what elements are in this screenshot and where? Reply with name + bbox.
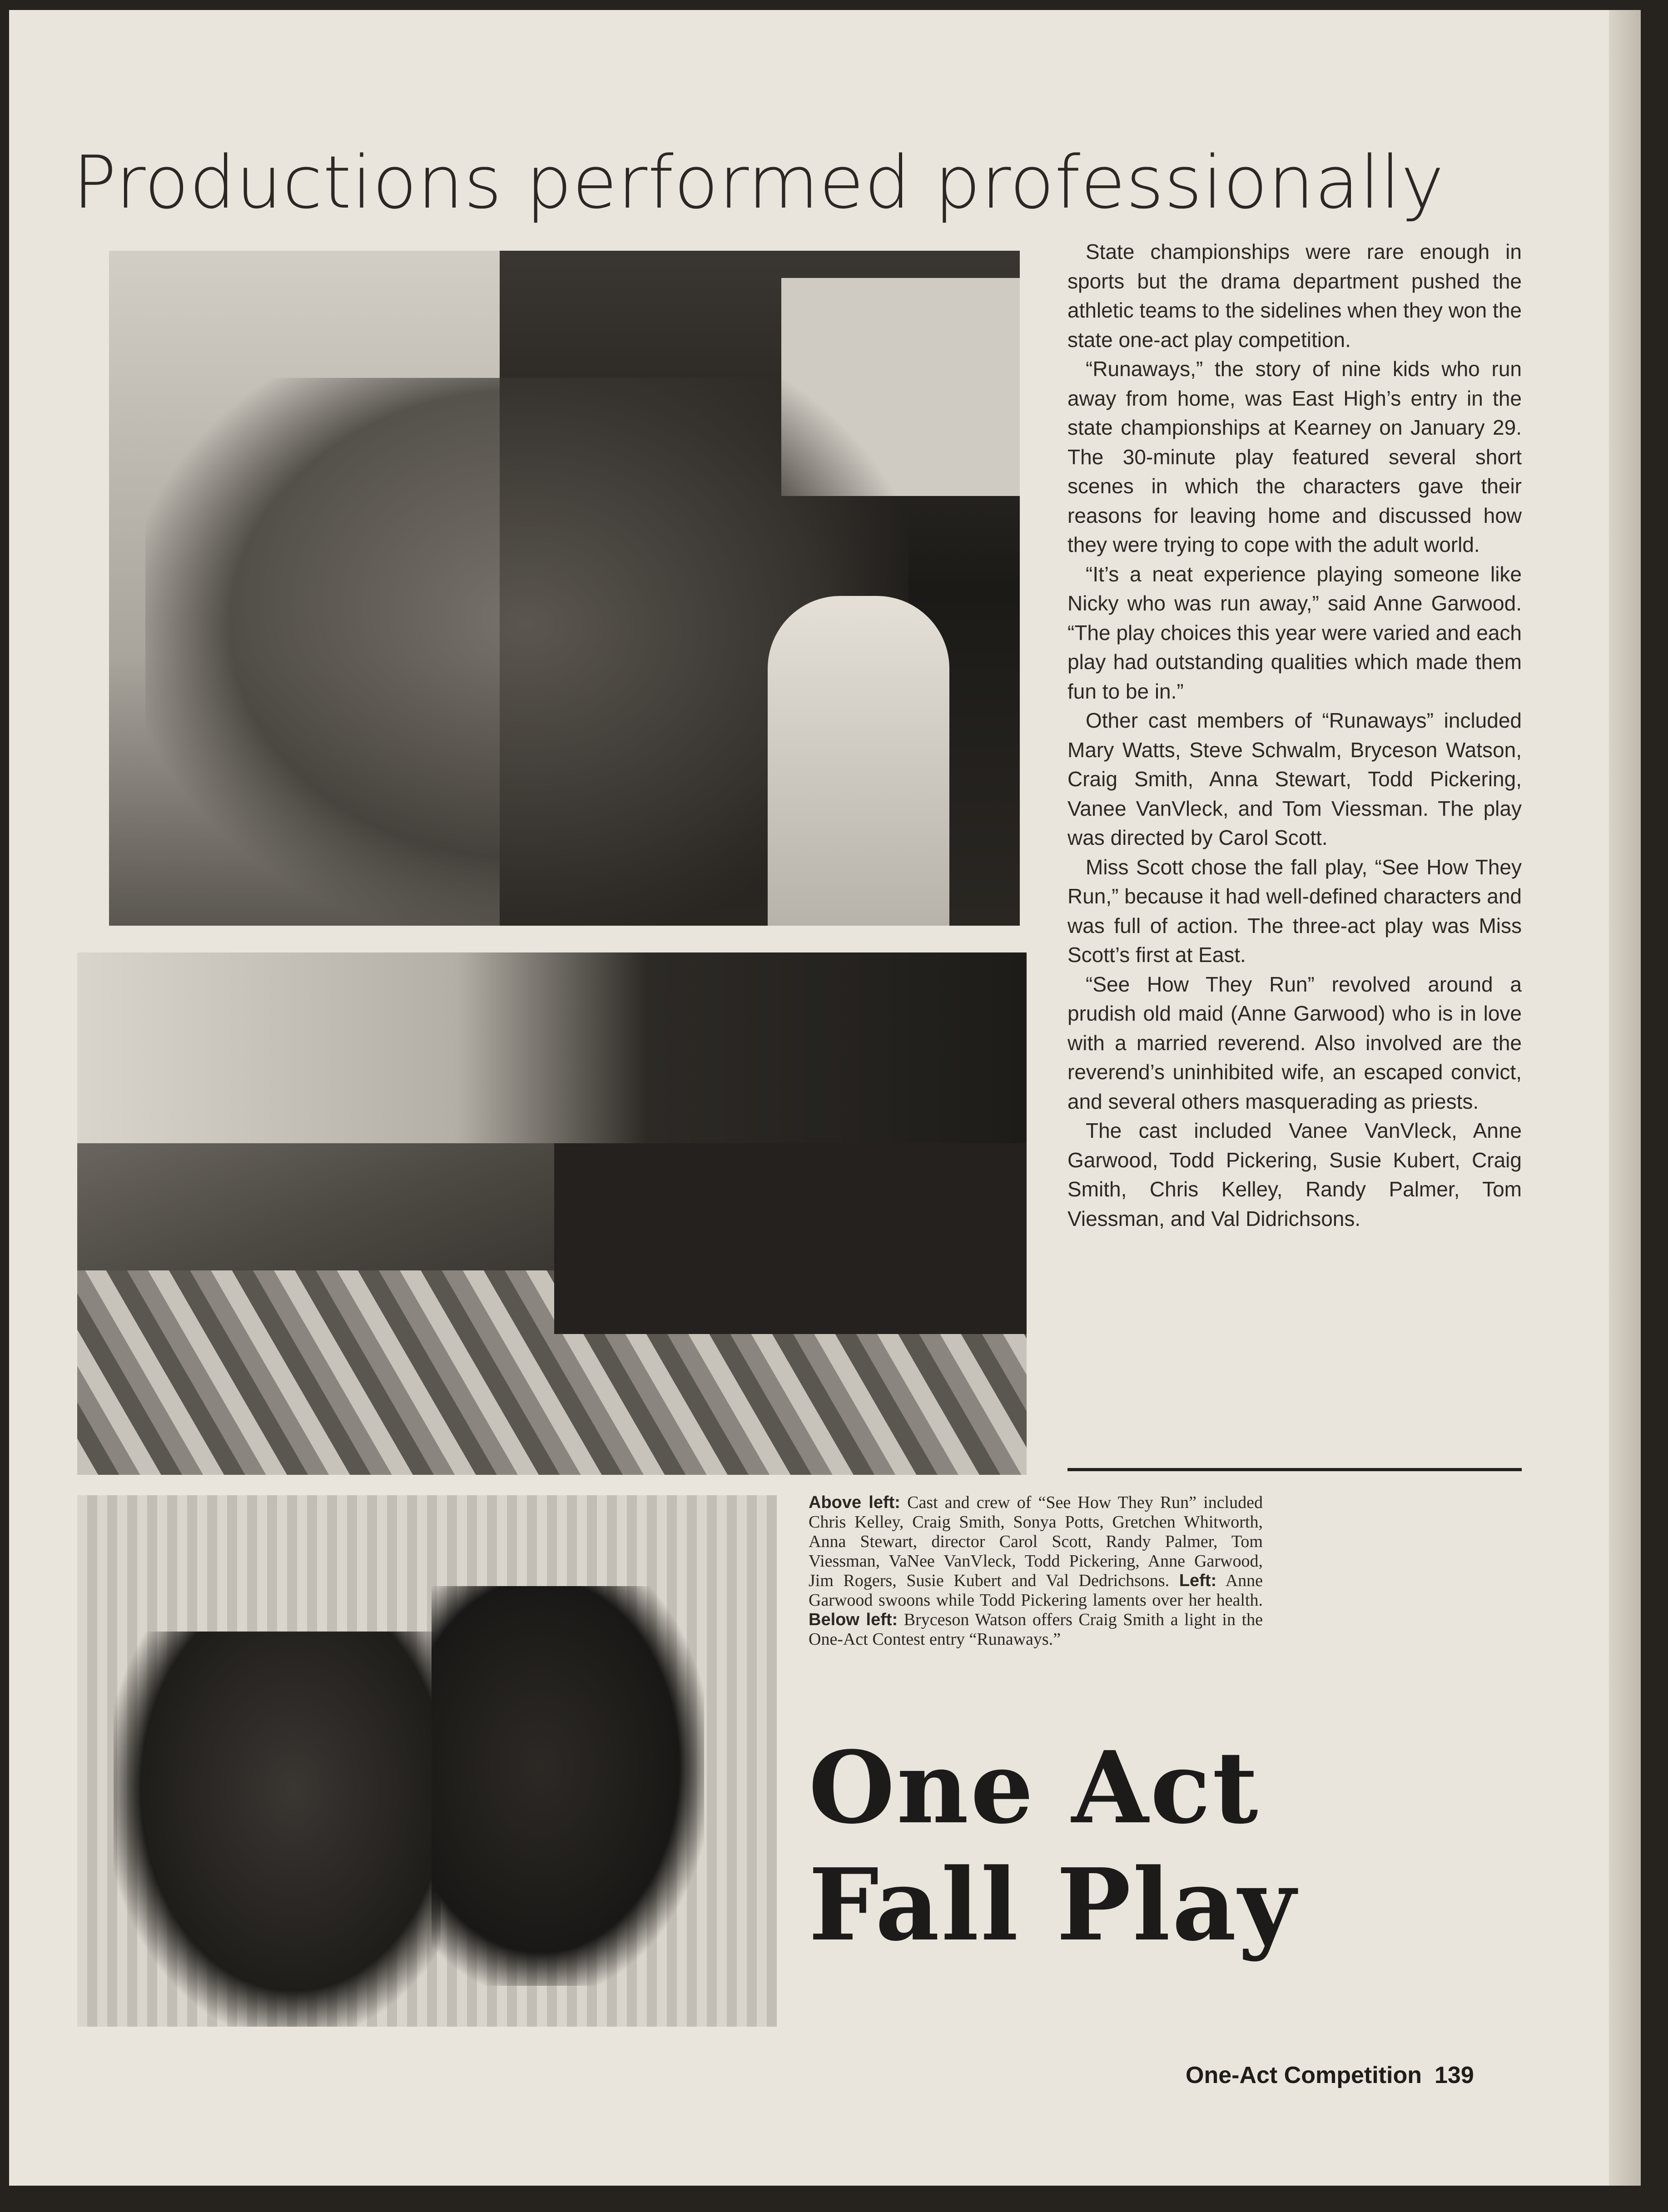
article-paragraph: State championships were rare enough in sports but the drama department pushed the athletic teams to the sidelines when they won the state one-act play competition. <box>1067 240 1522 352</box>
article-paragraph: “Runaways,” the story of nine kids who run away from home, was East High’s entry in the state championships at Kearney on January 29. The 30-minute play featured several short scenes in which the characters gave their reasons for leaving home and discussed how they were trying to cope with the adult world. <box>1067 357 1522 556</box>
page-footer <box>1186 2062 1474 2089</box>
photo-captions <box>809 1493 1263 1649</box>
article-paragraph: Other cast members of “Runaways” included Mary Watts, Steve Schwalm, Bryceson Watson, Craig Smith, Anna Stewart, Todd Pickering, Vanee VanVleck, and Tom Viessman. The play was directed by Carol Scott. <box>1067 709 1522 849</box>
caption-text-left: Anne Garwood swoons while Todd Pickering laments over her health. <box>809 1571 1263 1610</box>
caption-label-below-left: Below left: <box>809 1610 898 1629</box>
footer-section-name: One-Act Competition <box>1186 2062 1422 2088</box>
article-paragraph: Miss Scott chose the fall play, “See How They Run,” because it had well-defined characters and was full of action. The three-act play was Miss Scott’s first at East. <box>1067 855 1522 967</box>
section-title-line-1: One Act <box>809 1730 1260 1846</box>
article-paragraph: “It’s a neat experience playing someone like Nicky who was run away,” said Anne Garwood. “The play choices this year were varied and each play had outstanding qualities which made them fun to be in.” <box>1067 562 1522 703</box>
caption-label-above-left: Above left: <box>809 1493 900 1512</box>
article-body <box>1067 237 1522 1233</box>
caption-text-above-left: Cast and crew of “See How They Run” included Chris Kelley, Craig Smith, Sonya Potts, Gretchen Whitworth, Anna Stewart, director Carol Scott, Randy Palmer, Tom Viessman, VaNee VanVleck, Todd Pickering, Anne Garwood, Jim Rogers, Susie Kubert and Val Dedrichsons. <box>809 1493 1263 1590</box>
caption-label-left: Left: <box>1179 1571 1217 1590</box>
yearbook-page <box>9 10 1641 2186</box>
page-number: 139 <box>1434 2062 1474 2088</box>
section-title-line-2: Fall Play <box>809 1847 1298 1963</box>
article-paragraph: The cast included Vanee VanVleck, Anne Garwood, Todd Pickering, Susie Kubert, Craig Smith, Chris Kelley, Randy Palmer, Tom Viessman, and Val Didrichsons. <box>1067 1119 1522 1230</box>
cast-and-crew-photo <box>109 251 1020 926</box>
section-divider <box>1067 1468 1522 1471</box>
fainting-scene-photo <box>77 952 1027 1475</box>
page-spine-edge <box>1609 10 1641 2186</box>
caption-text-below-left: Bryceson Watson offers Craig Smith a light in the One-Act Contest entry “Runaways.” <box>809 1610 1263 1649</box>
article-paragraph: “See How They Run” revolved around a prudish old maid (Anne Garwood) who is in love with a married reverend. Also involved are the reverend’s uninhibited wife, an escaped convict, and several others masquerading as priests. <box>1067 972 1522 1113</box>
lighting-cigarette-photo <box>77 1495 777 2027</box>
page-headline: Productions performed professionally <box>73 140 1445 225</box>
section-title <box>809 1729 1297 1964</box>
